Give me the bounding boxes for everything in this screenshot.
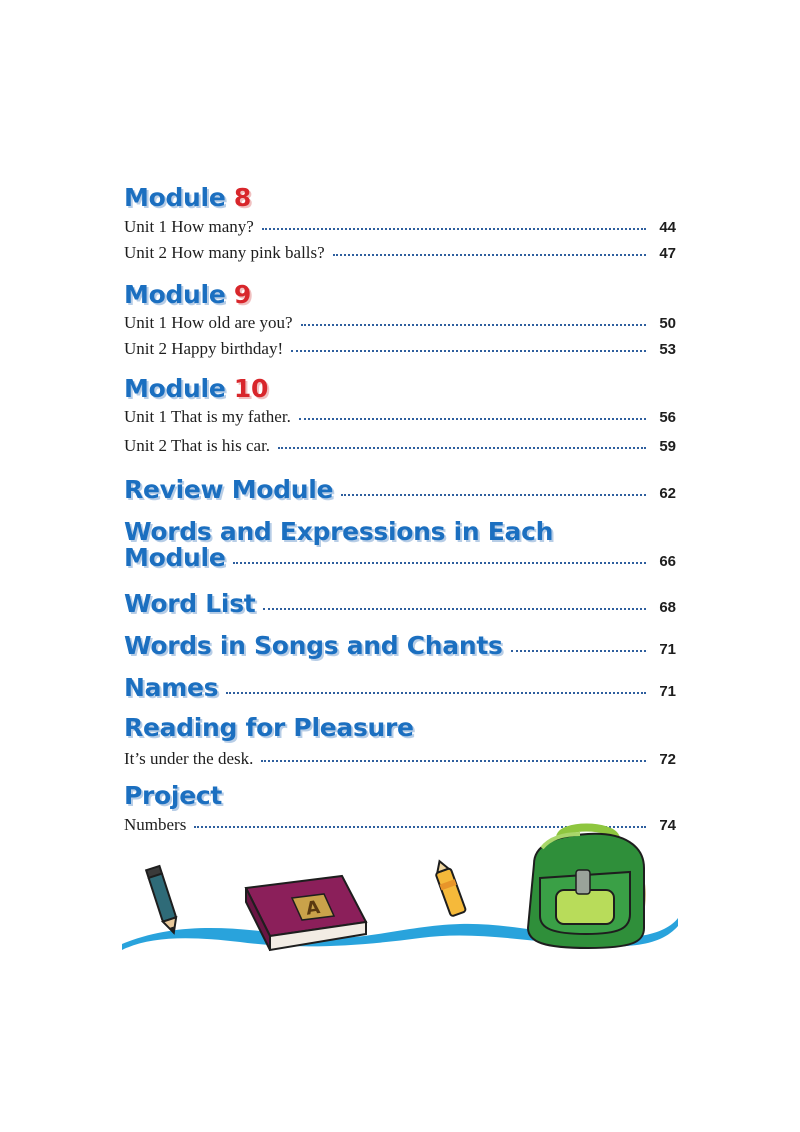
page-number: 59: [659, 437, 676, 455]
dot-leader: [233, 562, 646, 564]
toc-entry[interactable]: [124, 338, 676, 360]
module-heading-prefix: Module: [124, 183, 234, 212]
toc-entry[interactable]: [124, 242, 676, 264]
page-number: 74: [659, 816, 676, 834]
entry-label: Unit 1 How many?: [124, 217, 254, 236]
dot-leader: [333, 254, 646, 256]
dot-leader: [262, 228, 646, 230]
page-number: 50: [659, 314, 676, 332]
page-number: 53: [659, 340, 676, 358]
entry-label: Review Module: [124, 475, 334, 504]
toc-entry-review[interactable]: [124, 474, 676, 504]
dot-leader: [261, 760, 646, 762]
entry-label: Names: [124, 673, 219, 702]
entry-label: Unit 2 How many pink balls?: [124, 243, 325, 262]
dot-leader: [511, 650, 646, 652]
pencil-icon: [146, 866, 180, 935]
toc-entry-words-expressions[interactable]: [124, 542, 676, 572]
page-number: 62: [659, 485, 676, 502]
page-number: 47: [659, 244, 676, 262]
entry-label: Unit 2 That is his car.: [124, 436, 271, 455]
dot-leader: [226, 692, 646, 694]
page-number: 72: [659, 750, 676, 768]
entry-label: It’s under the desk.: [124, 749, 254, 768]
page-number: 71: [659, 641, 676, 658]
dot-leader: [278, 447, 646, 449]
page-number: 56: [659, 408, 676, 426]
heading-text: Reading for Pleasure: [124, 713, 414, 742]
heading-text: Project: [124, 781, 223, 810]
page-number: 68: [659, 599, 676, 616]
toc-entry-songs-chants[interactable]: [124, 630, 676, 660]
dot-leader: [263, 608, 646, 610]
page-number: 44: [659, 218, 676, 236]
project-heading: [124, 782, 222, 810]
page-number: 71: [659, 683, 676, 700]
toc-entry[interactable]: [124, 312, 676, 334]
dot-leader: [299, 418, 646, 420]
toc-entry-word-list[interactable]: [124, 588, 676, 618]
backpack-icon: [528, 828, 644, 949]
toc-entry-names[interactable]: [124, 672, 676, 702]
entry-label: Unit 2 Happy birthday!: [124, 339, 284, 358]
dot-leader: [291, 350, 646, 352]
module-number: 10: [233, 374, 269, 403]
dot-leader: [301, 324, 646, 326]
entry-label: Unit 1 How old are you?: [124, 313, 293, 332]
toc-entry[interactable]: [124, 435, 676, 457]
module-9-heading: [124, 281, 251, 309]
entry-label: Module: [124, 543, 226, 572]
module-10-heading: [124, 375, 268, 403]
module-number: 8: [233, 183, 251, 212]
crayon-icon: [432, 859, 466, 917]
entry-label: Word List: [124, 589, 256, 618]
module-number: 9: [233, 280, 251, 309]
toc-entry[interactable]: [124, 216, 676, 238]
reading-heading: [124, 714, 414, 742]
toc-entry[interactable]: [124, 406, 676, 428]
school-supplies-illustration: [0, 820, 800, 970]
entry-label: Words in Songs and Chants: [124, 631, 503, 660]
page-number: 66: [659, 553, 676, 570]
entry-label: Unit 1 That is my father.: [124, 407, 291, 426]
entry-label: Numbers: [124, 815, 187, 834]
module-heading-prefix: Module: [124, 374, 234, 403]
book-letter: A: [304, 896, 322, 920]
dot-leader: [341, 494, 646, 496]
toc-entry[interactable]: [124, 748, 676, 770]
module-8-heading: [124, 184, 251, 212]
module-heading-prefix: Module: [124, 280, 234, 309]
heading-line: Words and Expressions in Each: [124, 517, 554, 546]
